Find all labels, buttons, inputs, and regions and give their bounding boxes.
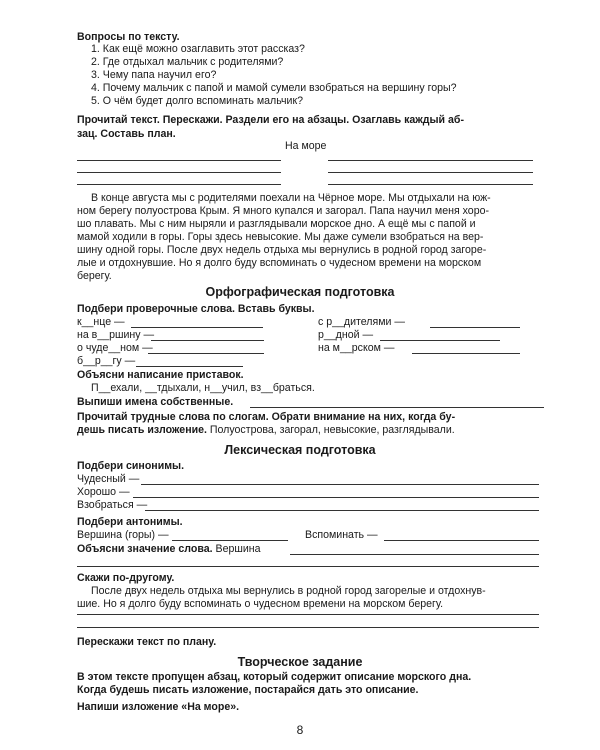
plan-line[interactable] [77, 172, 281, 173]
creative-line1: В этом тексте пропущен абзац, который содержит описание морского дна. [77, 671, 472, 683]
answer-line[interactable] [131, 327, 263, 328]
retell-task: Перескажи текст по плану. [77, 636, 217, 648]
proper-names-task: Выпиши имена собственные. [77, 396, 234, 408]
answer-line[interactable] [145, 510, 539, 511]
lexical-title: Лексическая подготовка [224, 443, 376, 457]
spelling-title: Орфографическая подготовка [205, 285, 395, 299]
synonym-word: Чудесный — [77, 473, 140, 485]
answer-line[interactable] [151, 340, 264, 341]
spelling-right-word: с р__дителями — [318, 316, 405, 328]
creative-line2: Когда будешь писать изложение, постарайся дать это описание. [77, 684, 419, 696]
prefix-task: Объясни написание приставок. [77, 369, 244, 381]
question-item: 4. Почему мальчик с папой и мамой сумели взобраться на вершину горы? [91, 82, 457, 94]
rephrase-line2: шие. Но я долго буду вспоминать о чудесном времени на морском берегу. [77, 598, 444, 610]
antonym-left: Вершина (горы) — [77, 529, 169, 541]
rephrase-heading: Скажи по-другому. [77, 572, 175, 584]
plan-line[interactable] [77, 160, 281, 161]
synonyms-heading: Подбери синонимы. [77, 460, 185, 472]
spelling-left-word: к__нце — [77, 316, 125, 328]
question-item: 1. Как ещё можно озаглавить этот рассказ? [91, 43, 305, 55]
syllables-words: Полуострова, загорал, невысокие, разглядывали. [209, 424, 455, 436]
prefix-words: П__ехали, __тдыхали, н__учил, вз__браться. [91, 382, 315, 394]
syllables-task-line2 [77, 424, 455, 437]
answer-line[interactable] [172, 540, 288, 541]
question-item: 5. О чём будет долго вспоминать мальчик? [91, 95, 303, 107]
answer-line[interactable] [430, 327, 520, 328]
questions-heading: Вопросы по тексту. [77, 31, 180, 43]
plan-line[interactable] [328, 184, 533, 185]
answer-line[interactable] [250, 407, 544, 408]
answer-line[interactable] [148, 353, 264, 354]
spelling-instruction: Подбери проверочные слова. Вставь буквы. [77, 303, 315, 315]
plan-line[interactable] [328, 160, 533, 161]
task-read-line2: зац. Составь план. [77, 128, 176, 140]
answer-line[interactable] [384, 540, 539, 541]
antonyms-heading: Подбери антонимы. [77, 516, 183, 528]
meaning-word: Вершина [215, 543, 261, 555]
plan-line[interactable] [328, 172, 533, 173]
answer-line[interactable] [412, 353, 520, 354]
task-read-line1: Прочитай текст. Перескажи. Раздели его на абзацы. Озаглавь каждый аб- [77, 114, 464, 126]
story-line: мамой ходили в горы. Горы здесь невысокие. Мы даже сумели взобраться на вер- [77, 231, 484, 243]
answer-line[interactable] [290, 554, 539, 555]
story-line: ном берегу полуострова Крым. Я много купался и загорал. Папа научил меня хоро- [77, 205, 490, 217]
story-line: лые и отдохнувшие. Но я долго буду вспоминать о чудесном времени на морском [77, 257, 482, 269]
syllables-task-line1: Прочитай трудные слова по слогам. Обрати внимание на них, когда бу- [77, 411, 456, 423]
question-item: 3. Чему папа научил его? [91, 69, 217, 81]
synonym-word: Хорошо — [77, 486, 130, 498]
meaning-task-bold: Объясни значение слова. [77, 543, 213, 555]
answer-line[interactable] [133, 497, 539, 498]
answer-line[interactable] [77, 566, 539, 567]
story-line: шо плавать. Мы с ним ныряли и разглядывали морское дно. А ещё мы с папой и [77, 218, 476, 230]
syllables-task-bold: дешь писать изложение. [77, 424, 207, 436]
creative-write: Напиши изложение «На море». [77, 701, 240, 713]
rephrase-line1: После двух недель отдыха мы вернулись в родной город загорелые и отдохнув- [91, 585, 486, 597]
spelling-left-word: б__р__гу — [77, 355, 136, 367]
antonym-right: Вспоминать — [305, 529, 378, 541]
answer-line[interactable] [77, 627, 539, 628]
answer-line[interactable] [141, 484, 539, 485]
spelling-left-word: на в__ршину — [77, 329, 155, 341]
synonym-word: Взобраться — [77, 499, 148, 511]
story-line: шину одной горы. После двух недель отдыха мы вернулись в родной город загоре- [77, 244, 487, 256]
meaning-task [77, 543, 261, 556]
plan-line[interactable] [77, 184, 281, 185]
creative-title: Творческое задание [237, 655, 363, 669]
page-number: 8 [296, 723, 304, 737]
answer-line[interactable] [77, 614, 539, 615]
answer-line[interactable] [380, 340, 500, 341]
story-line: берегу. [77, 270, 112, 282]
story-title: На море [285, 140, 327, 152]
spelling-left-word: о чуде__ном — [77, 342, 153, 354]
question-item: 2. Где отдыхал мальчик с родителями? [91, 56, 284, 68]
spelling-right-word: на м__рском — [318, 342, 395, 354]
spelling-right-word: р__дной — [318, 329, 374, 341]
story-line: В конце августа мы с родителями поехали на Чёрное море. Мы отдыхали на юж- [91, 192, 491, 204]
answer-line[interactable] [136, 366, 243, 367]
